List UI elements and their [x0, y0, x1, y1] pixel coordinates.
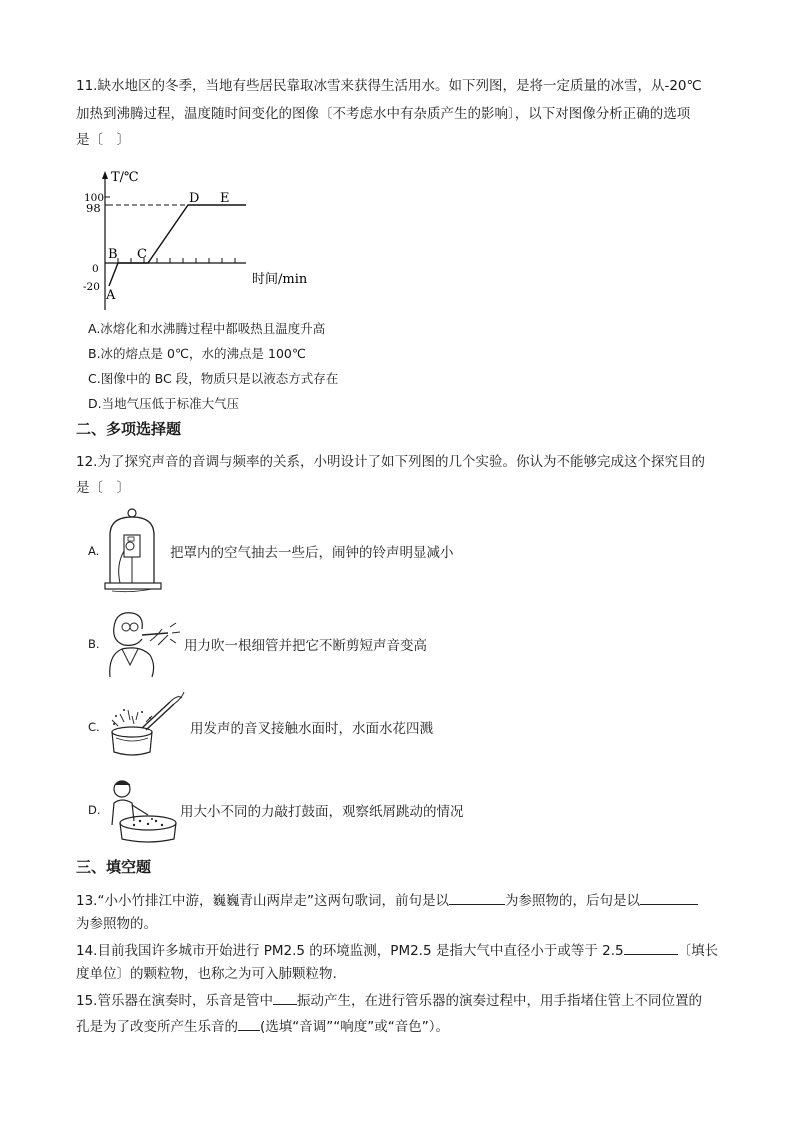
tick-100: 100 [84, 192, 105, 204]
q11-option-d: D.当地气压低于标准大气压 [88, 396, 240, 411]
q12-option-d-text: 用大小不同的力敲打鼓面，观察纸屑跳动的情况 [180, 804, 464, 820]
q13-text-part2: 为参照物的，后句是以 [504, 893, 640, 909]
x-axis-ticks [118, 258, 235, 263]
q15-blank-1[interactable] [273, 990, 297, 1005]
q14-blank[interactable] [624, 940, 678, 955]
section-3-heading: 三、填空题 [76, 858, 152, 876]
q12-option-a-text: 把罩内的空气抽去一些后，闹钟的铃声明显减小 [170, 545, 454, 561]
section-2-heading: 二、多项选择题 [76, 420, 182, 438]
point-b-label: B [108, 247, 118, 262]
q13-blank-1[interactable] [449, 890, 505, 905]
blowing-tube-image [100, 605, 184, 679]
q15-text-line2b: (选填“音调”“响度”或“音色”）。 [260, 1019, 449, 1035]
x-axis-label: 时间/min [252, 272, 308, 287]
q11-option-c: C.图像中的 BC 段，物质只是以液态方式存在 [88, 371, 339, 386]
q12-option-c-letter: C. [88, 720, 100, 734]
q15-line1 [76, 990, 702, 1011]
q13-blank-2[interactable] [640, 890, 698, 905]
q15-text-part1: 15.管乐器在演奏时，乐音是管中 [76, 993, 273, 1009]
q14-text-part2: 〔填长 [677, 943, 719, 959]
point-c-label: C [137, 247, 147, 262]
q15-text-line2a: 孔是为了改变所产生乐音的 [76, 1019, 238, 1035]
q15-text-part2: 振动产生，在进行管乐器的演奏过程中，用手指堵住管上不同位置的 [296, 993, 702, 1009]
temperature-time-graph [78, 165, 328, 315]
q12-stem-line2: 是〔 〕 [76, 480, 130, 496]
q11-option-a: A.冰熔化和水沸腾过程中都吸热且温度升高 [88, 321, 326, 336]
q15-blank-2[interactable] [238, 1016, 260, 1031]
point-a-label: A [106, 288, 116, 303]
q12-option-a-letter: A. [88, 544, 100, 558]
y-axis-arrow [102, 171, 108, 179]
q14-line1 [76, 940, 718, 961]
drum-image [104, 775, 182, 845]
q11-option-b: B.冰的熔点是 0℃，水的沸点是 100℃ [88, 346, 306, 361]
q12-option-b-letter: B. [88, 637, 100, 651]
q14-line2: 度单位〕的颗粒物，也称之为可入肺颗粒物. [76, 966, 337, 982]
tick-98: 98 [86, 201, 101, 215]
q12-option-d-letter: D. [88, 803, 101, 817]
q11-stem-line2: 加热到沸腾过程，温度随时间变化的图像〔不考虑水中有杂质产生的影响〕，以下对图像分析正确的选项 [76, 106, 691, 122]
y-axis-label: T/℃ [111, 170, 139, 185]
tick-neg20: -20 [83, 281, 100, 293]
tick-0: 0 [92, 263, 99, 275]
q12-option-b-text: 用力吹一根细管并把它不断剪短声音变高 [184, 638, 427, 654]
temperature-curve [109, 205, 246, 286]
bell-jar-alarm-image [102, 505, 168, 595]
q15-line2 [76, 1016, 449, 1037]
point-e-label: E [220, 191, 230, 206]
q12-option-c-text: 用发声的音叉接触水面时，水面水花四溅 [190, 721, 433, 737]
point-d-label: D [189, 191, 200, 206]
q13-text-part1: 13.“小小竹排江中游，巍巍青山两岸走”这两句歌词，前句是以 [76, 893, 449, 909]
q14-text-part1: 14.目前我国许多城市开始进行 PM2.5 的环境监测，PM2.5 是指大气中直径小于或等于 2.5 [76, 943, 624, 959]
q13-line1 [76, 890, 698, 911]
q13-line2: 为参照物的。 [76, 916, 157, 932]
q12-stem-line1: 12.为了探究声音的音调与频率的关系，小明设计了如下列图的几个实验。你认为不能够完成这个探究目的 [76, 454, 705, 470]
tuning-fork-water-image [104, 688, 188, 758]
q11-stem-line1: 11.缺水地区的冬季，当地有些居民靠取冰雪来获得生活用水。如下列图，是将一定质量的冰雪，从-20℃ [76, 78, 702, 94]
q11-stem-line3: 是〔 〕 [76, 132, 130, 148]
